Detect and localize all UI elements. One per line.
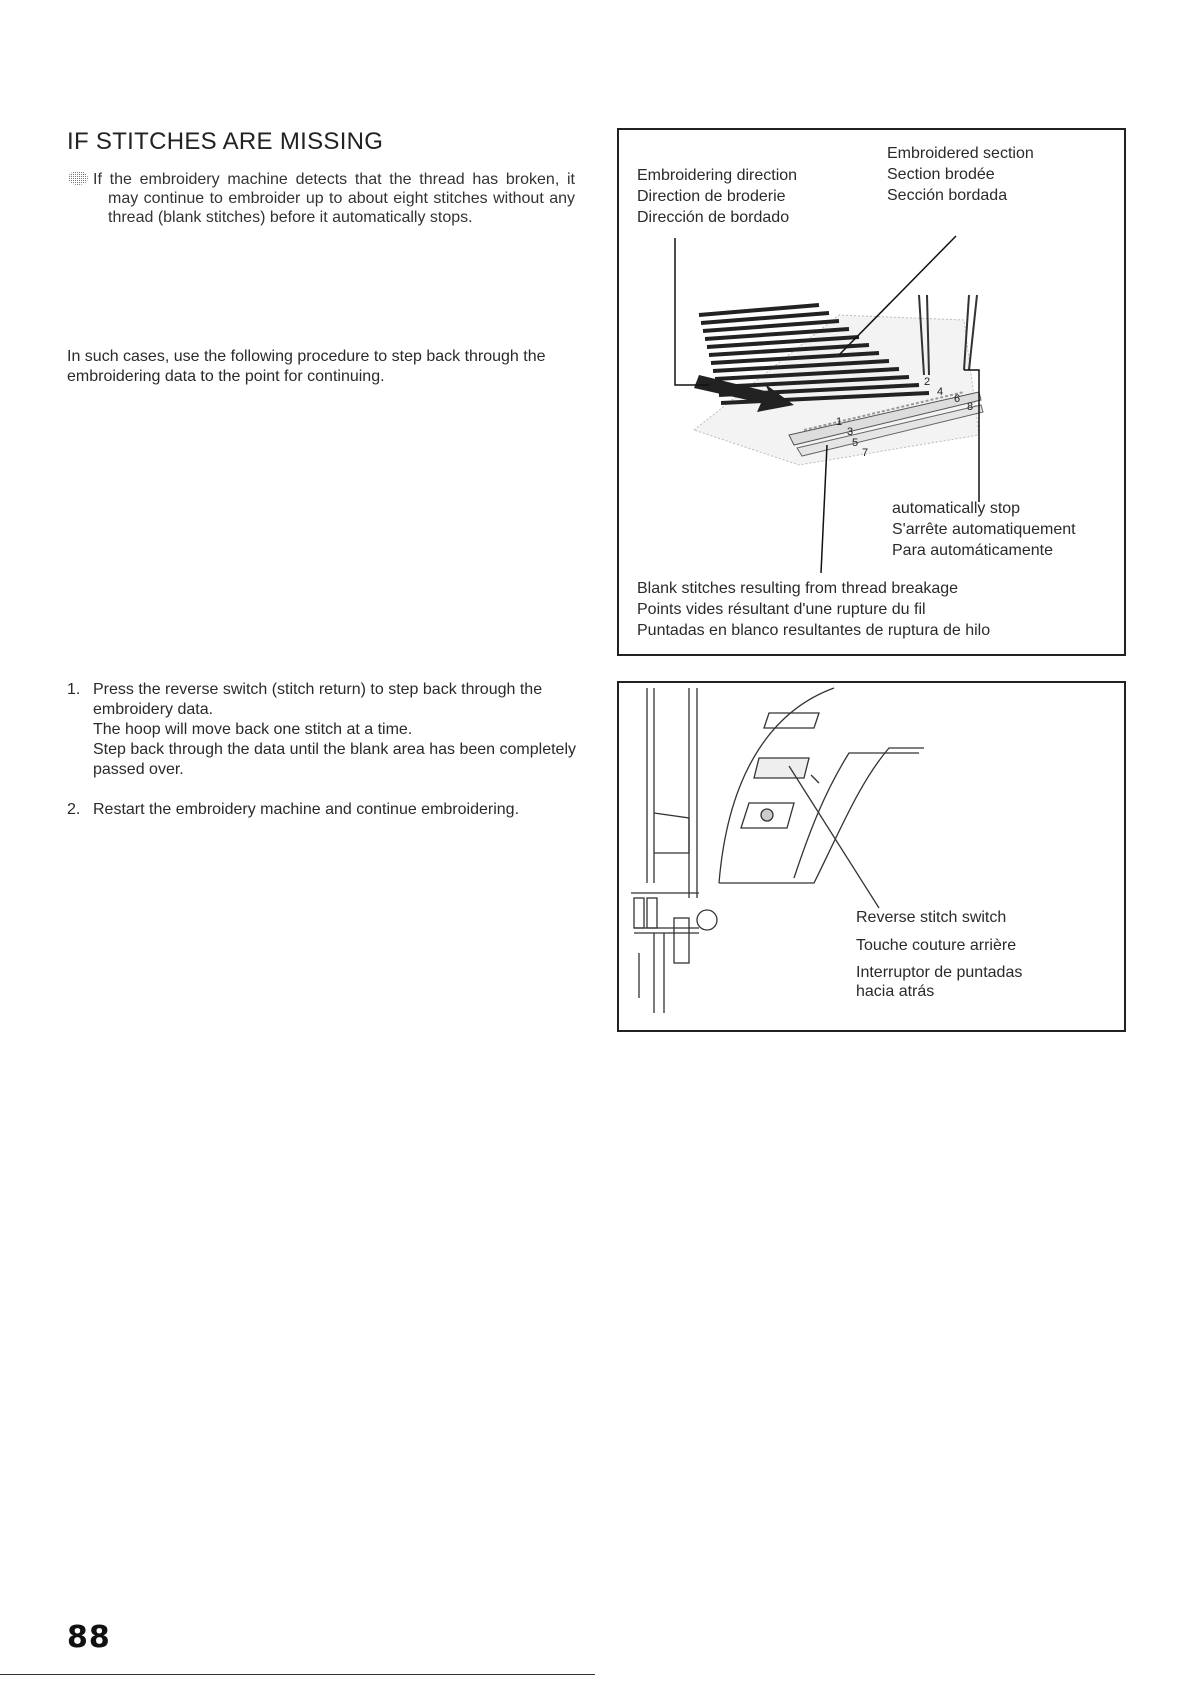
footer-rule	[0, 1674, 595, 1675]
procedure-intro: In such cases, use the following procedure to step back through the embroidering data to the point for continuing.	[67, 348, 546, 385]
step-line: Step back through the data until the blank area has been completely passed over.	[93, 741, 576, 778]
stitch-number-label: 8	[967, 401, 974, 413]
step-item	[67, 680, 579, 780]
step-number: 2.	[67, 801, 81, 818]
step-line: The hoop will move back one stitch at a time.	[93, 721, 413, 738]
stitch-number-label: 3	[847, 426, 854, 438]
stitch-number-label: 6	[954, 393, 961, 405]
stitch-number-label: 7	[862, 447, 869, 459]
step-item	[67, 800, 579, 820]
stitch-diagram	[617, 128, 1126, 656]
page-title: IF STITCHES ARE MISSING	[67, 128, 384, 155]
stitch-number-label: 1	[836, 416, 843, 428]
reverse-switch-label-es: Interruptor de puntadas hacia atrás	[856, 964, 1023, 1000]
stitch-number-label: 2	[924, 376, 931, 388]
blank-stitches-label: Blank stitches resulting from thread breakage Points vides résultant d'une rupture du fil Puntadas en blanco resultantes de ruptura de hilo	[637, 580, 991, 639]
step-number: 1.	[67, 681, 81, 698]
intro-text: If the embroidery machine detects that the thread has broken, it may continue to embroider up to about eight stitches without any thread (blank stitches) before it automatically stops.	[93, 171, 575, 226]
direction-label: Embroidering direction Direction de broderie Dirección de bordado	[637, 167, 798, 226]
embroidered-section-label: Embroidered section Section brodée Sección bordada	[887, 145, 1034, 204]
note-icon	[67, 170, 89, 186]
page-number: 88	[67, 1620, 111, 1655]
stitch-number-label: 4	[937, 386, 944, 398]
reverse-switch-label: Reverse stitch switch Touche couture arrière	[856, 909, 1017, 954]
step-line: Restart the embroidery machine and continue embroidering.	[93, 801, 520, 818]
step-line: Press the reverse switch (stitch return) to step back through the embroidery data.	[93, 681, 543, 718]
steps-list	[67, 680, 579, 840]
auto-stop-label: automatically stop S'arrête automatiquement Para automáticamente	[892, 500, 1076, 559]
stitch-number-label: 5	[852, 437, 859, 449]
reverse-switch-diagram	[617, 681, 1126, 1032]
intro-note	[67, 170, 575, 227]
